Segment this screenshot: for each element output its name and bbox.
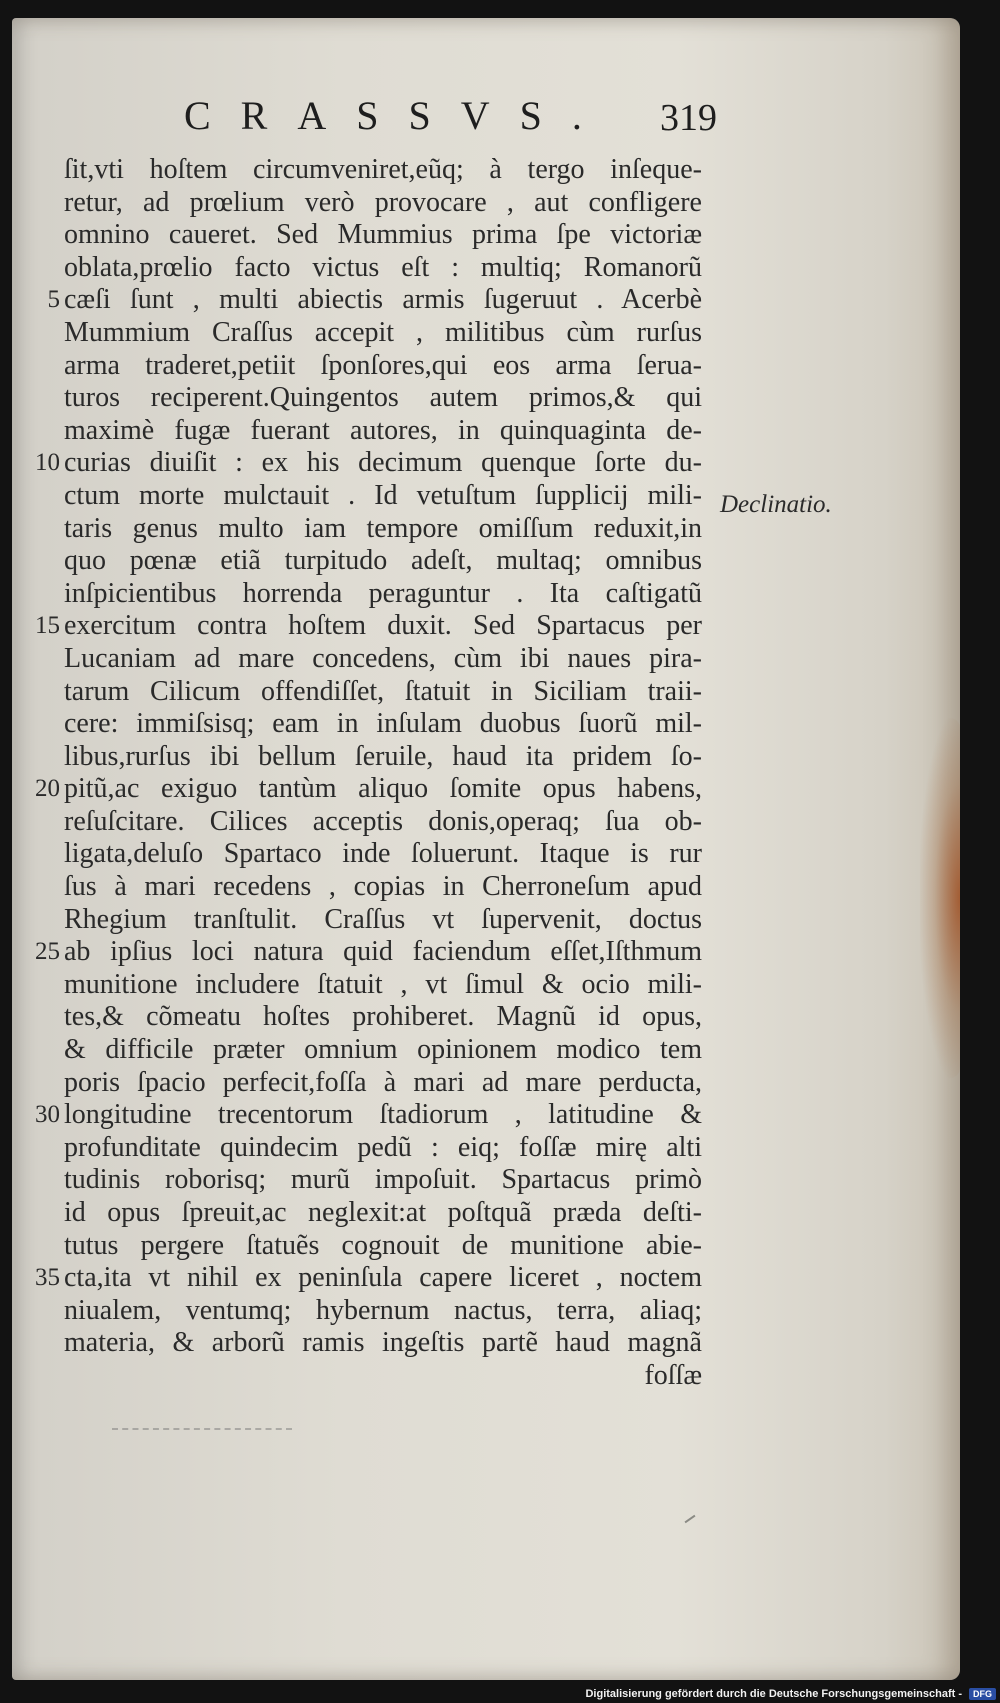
text-line — [64, 1230, 719, 1263]
line-text: pitũ,ac exiguo tantùm aliquo ſomite opus habens, — [64, 773, 702, 805]
text-line — [64, 676, 719, 709]
text-line — [64, 904, 719, 937]
body-text — [35, 154, 719, 1393]
line-text: ctum morte mulctauit . Id vetuſtum ſupplicij mili- — [64, 479, 702, 511]
line-number: 10 — [35, 449, 60, 477]
text-line — [47, 284, 719, 317]
line-text: libus,rurſus ibi bellum ſeruile, haud ita pridem ſo- — [64, 740, 702, 772]
line-number: 35 — [35, 1264, 60, 1292]
line-text: profunditate quindecim pedũ : eiq; foſſæ mirę alti — [64, 1131, 702, 1163]
marginal-note: Declinatio. — [720, 491, 832, 518]
line-text: inſpicientibus horrenda peraguntur . Ita caſtigatũ — [64, 577, 702, 609]
text-line — [64, 1360, 719, 1393]
line-text: cta,ita vt nihil ex peninſula capere liceret , noctem — [64, 1262, 702, 1294]
page-number: 319 — [660, 97, 717, 139]
text-line — [64, 219, 719, 252]
text-line — [35, 1262, 719, 1295]
line-text: ligata,deluſo Spartaco inde ſoluerunt. Itaque is rur — [64, 838, 702, 870]
line-text: & difficile præter omnium opinionem modico tem — [64, 1034, 702, 1066]
text-line — [64, 415, 719, 448]
line-text: niualem, ventumq; hybernum nactus, terra, aliaq; — [64, 1294, 702, 1326]
line-text: poris ſpacio perfecit,foſſa à mari ad mare perducta, — [64, 1066, 702, 1098]
text-line — [35, 936, 719, 969]
line-text: ſus à mari recedens , copias in Cherroneſum apud — [64, 871, 702, 903]
line-number: 25 — [35, 938, 60, 966]
text-line — [64, 578, 719, 611]
line-number: 5 — [47, 286, 60, 314]
text-line — [64, 1001, 719, 1034]
line-text: materia, & arborũ ramis ingeſtis partẽ haud magnã — [64, 1327, 702, 1359]
line-text: munitione includere ſtatuit , vt ſimul & ocio mili- — [64, 968, 702, 1000]
text-line — [64, 708, 719, 741]
line-text: id opus ſpreuit,ac neglexit:at poſtquã præda deſti- — [64, 1197, 702, 1228]
line-text: longitudine trecentorum ſtadiorum , latitudine & — [64, 1099, 702, 1131]
line-text: ſit,vti hoſtem circumveniret,eũq; à tergo inſeque- — [64, 154, 702, 185]
book-page — [12, 18, 960, 1680]
line-number: 20 — [35, 775, 60, 803]
text-line — [64, 1132, 719, 1165]
text-line — [64, 741, 719, 774]
pencil-mark — [685, 1515, 696, 1524]
text-line — [64, 252, 719, 285]
text-line — [64, 838, 719, 871]
text-line — [64, 1164, 719, 1197]
line-text: cere: immiſsisq; eam in inſulam duobus ſuorũ mil- — [64, 708, 702, 740]
line-text: Mummium Craſſus accepit , militibus cùm rurſus — [64, 316, 702, 348]
line-text: Rhegium tranſtulit. Craſſus vt ſupervenit, doctus — [64, 903, 702, 935]
page-edge-stain — [920, 718, 960, 1078]
text-line — [64, 1067, 719, 1100]
line-number: 15 — [35, 612, 60, 640]
line-text: tudinis roborisq; murũ impoſuit. Spartacus primò — [64, 1164, 702, 1196]
text-line — [64, 1327, 719, 1360]
text-line — [35, 773, 719, 806]
text-line — [64, 382, 719, 415]
text-line — [64, 643, 719, 676]
line-text: exercitum contra hoſtem duxit. Sed Spartacus per — [64, 610, 702, 642]
text-line — [64, 806, 719, 839]
text-line — [64, 969, 719, 1002]
text-line — [64, 317, 719, 350]
line-text: arma traderet,petiit ſponſores,qui eos arma ſerua- — [64, 349, 702, 381]
line-text: omnino caueret. Sed Mummius prima ſpe victoriæ — [64, 219, 702, 251]
line-text: reſuſcitare. Cilices acceptis donis,operaq; ſua ob- — [64, 805, 702, 837]
line-text: tarum Cilicum offendiſſet, ſtatuit in Siciliam traii- — [64, 675, 702, 707]
faint-rule — [112, 1428, 292, 1430]
text-line — [35, 1099, 719, 1132]
text-line — [64, 350, 719, 383]
line-text: ab ipſius loci natura quid faciendum eſſet,Iſthmum — [64, 936, 702, 968]
line-text: foſſæ — [644, 1359, 702, 1391]
line-text: curias diuiſit : ex his decimum quenque ſorte du- — [64, 447, 702, 479]
text-line — [64, 1034, 719, 1067]
line-text: tutus pergere ſtatuẽs cognouit de munitione abie- — [64, 1229, 702, 1261]
line-text: maximè fugæ fuerant autores, in quinquaginta de- — [64, 414, 702, 446]
text-line — [64, 513, 719, 546]
text-line — [64, 1295, 719, 1328]
text-line — [64, 545, 719, 578]
line-text: cæſi ſunt , multi abiectis armis ſugeruut . Acerbè — [64, 284, 702, 316]
line-text: tes,& cõmeatu hoſtes prohiberet. Magnũ id opus, — [64, 1001, 702, 1033]
text-line — [64, 1197, 719, 1230]
line-text: Lucaniam ad mare concedens, cùm ibi naues pira- — [64, 642, 702, 674]
text-line — [64, 871, 719, 904]
running-head: CRASSVS. — [184, 93, 612, 138]
text-line — [35, 447, 719, 480]
line-text: turos reciperent.Quingentos autem primos,& qui — [64, 382, 702, 414]
line-text: retur, ad prœlium verò provocare , aut confligere — [64, 186, 702, 218]
line-text: taris genus multo iam tempore omiſſum reduxit,in — [64, 512, 702, 544]
line-number: 30 — [35, 1101, 60, 1129]
digitization-credit: Digitalisierung gefördert durch die Deutsche Forschungsgemeinschaft - — [585, 1688, 962, 1700]
text-line — [64, 187, 719, 220]
dfg-logo: DFG — [969, 1688, 996, 1700]
text-line — [64, 480, 719, 513]
text-line — [35, 610, 719, 643]
text-line — [64, 154, 719, 187]
line-text: oblata,prœlio facto victus eſt : multiq; Romanorũ — [64, 251, 702, 283]
line-text: quo pœnæ etiã turpitudo adeſt, multaq; omnibus — [64, 545, 702, 577]
